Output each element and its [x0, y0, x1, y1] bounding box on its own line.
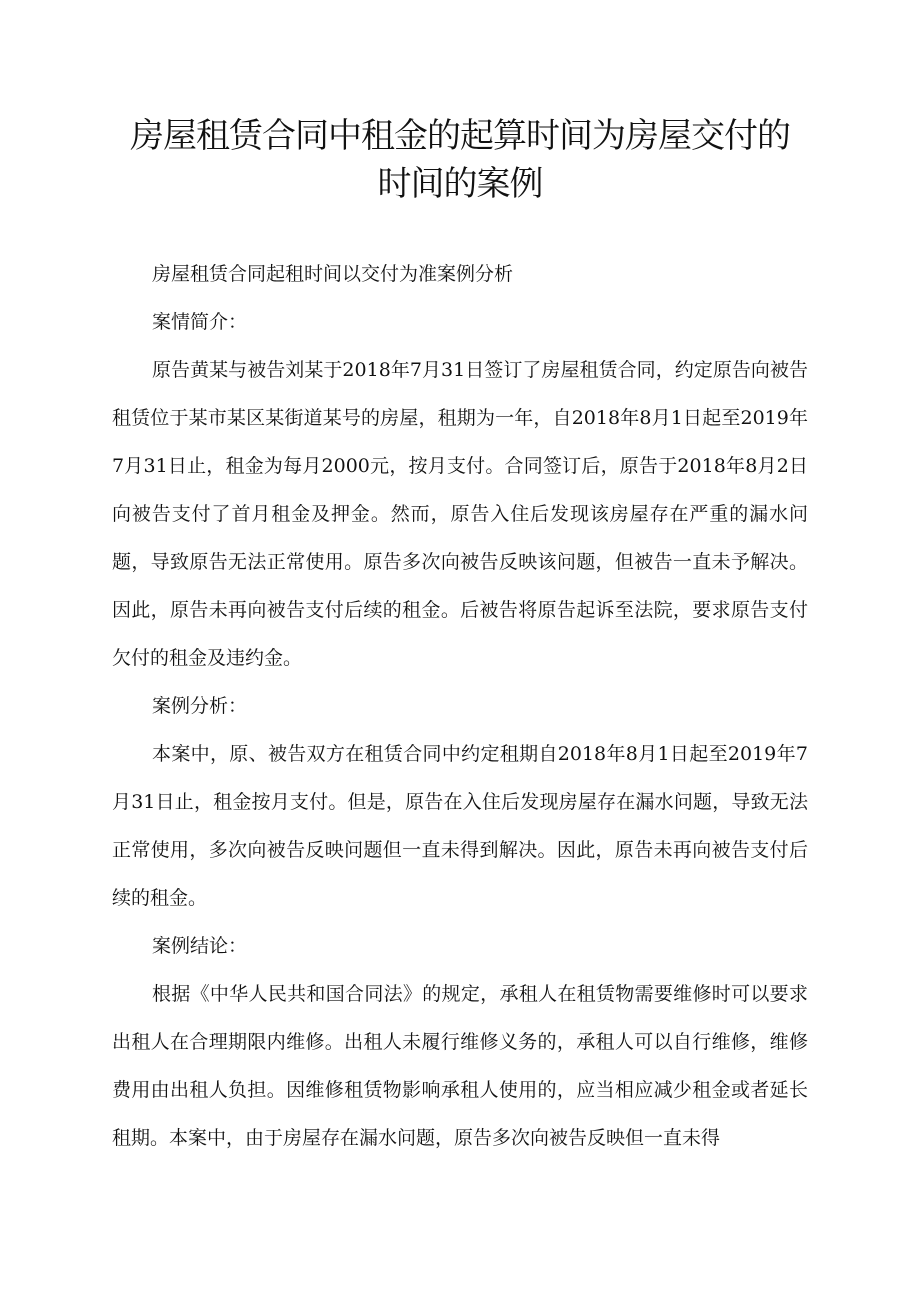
section-heading-case-analysis: 案例分析：: [152, 695, 248, 717]
section-heading-case-conclusion: 案例结论：: [152, 935, 248, 957]
section-heading-case-summary: 案情简介：: [152, 311, 248, 333]
title-line-2: 时间的案例: [377, 164, 543, 204]
case-summary-paragraph: 原告黄某与被告刘某于2018年7月31日签订了房屋租赁合同，约定原告向被告租赁位于某市某区某街道某号的房屋，租期为一年，自2018年8月1日起至2019年7月31日止，租金为每月2000元，按月支付。合同签订后，原告于2018年8月2日向被告支付了首月租金及押金。然而，原告入住后发现该房屋存在严重的漏水问题，导致原告无法正常使用。原告多次向被告反映该问题，但被告一直未予解决。因此，原告未再向被告支付后续的租金。后被告将原告起诉至法院，要求原告支付欠付的租金及违约金。: [112, 359, 808, 669]
case-analysis-paragraph: 本案中，原、被告双方在租赁合同中约定租期自2018年8月1日起至2019年7月31日止，租金按月支付。但是，原告在入住后发现房屋存在漏水问题，导致无法正常使用，多次向被告反映问题但一直未得到解决。因此，原告未再向被告支付后续的租金。: [112, 743, 808, 909]
title-line-1: 房屋租赁合同中租金的起算时间为房屋交付的: [130, 116, 790, 156]
document-body: [112, 250, 808, 1162]
case-conclusion-paragraph: 根据《中华人民共和国合同法》的规定，承租人在租赁物需要维修时可以要求出租人在合理期限内维修。出租人未履行维修义务的，承租人可以自行维修，维修费用由出租人负担。因维修租赁物影响承租人使用的，应当相应减少租金或者延长租期。本案中，由于房屋存在漏水问题，原告多次向被告反映但一直未得: [112, 983, 808, 1149]
document-title: [0, 112, 920, 208]
subtitle-paragraph: 房屋租赁合同起租时间以交付为准案例分析: [152, 263, 514, 285]
